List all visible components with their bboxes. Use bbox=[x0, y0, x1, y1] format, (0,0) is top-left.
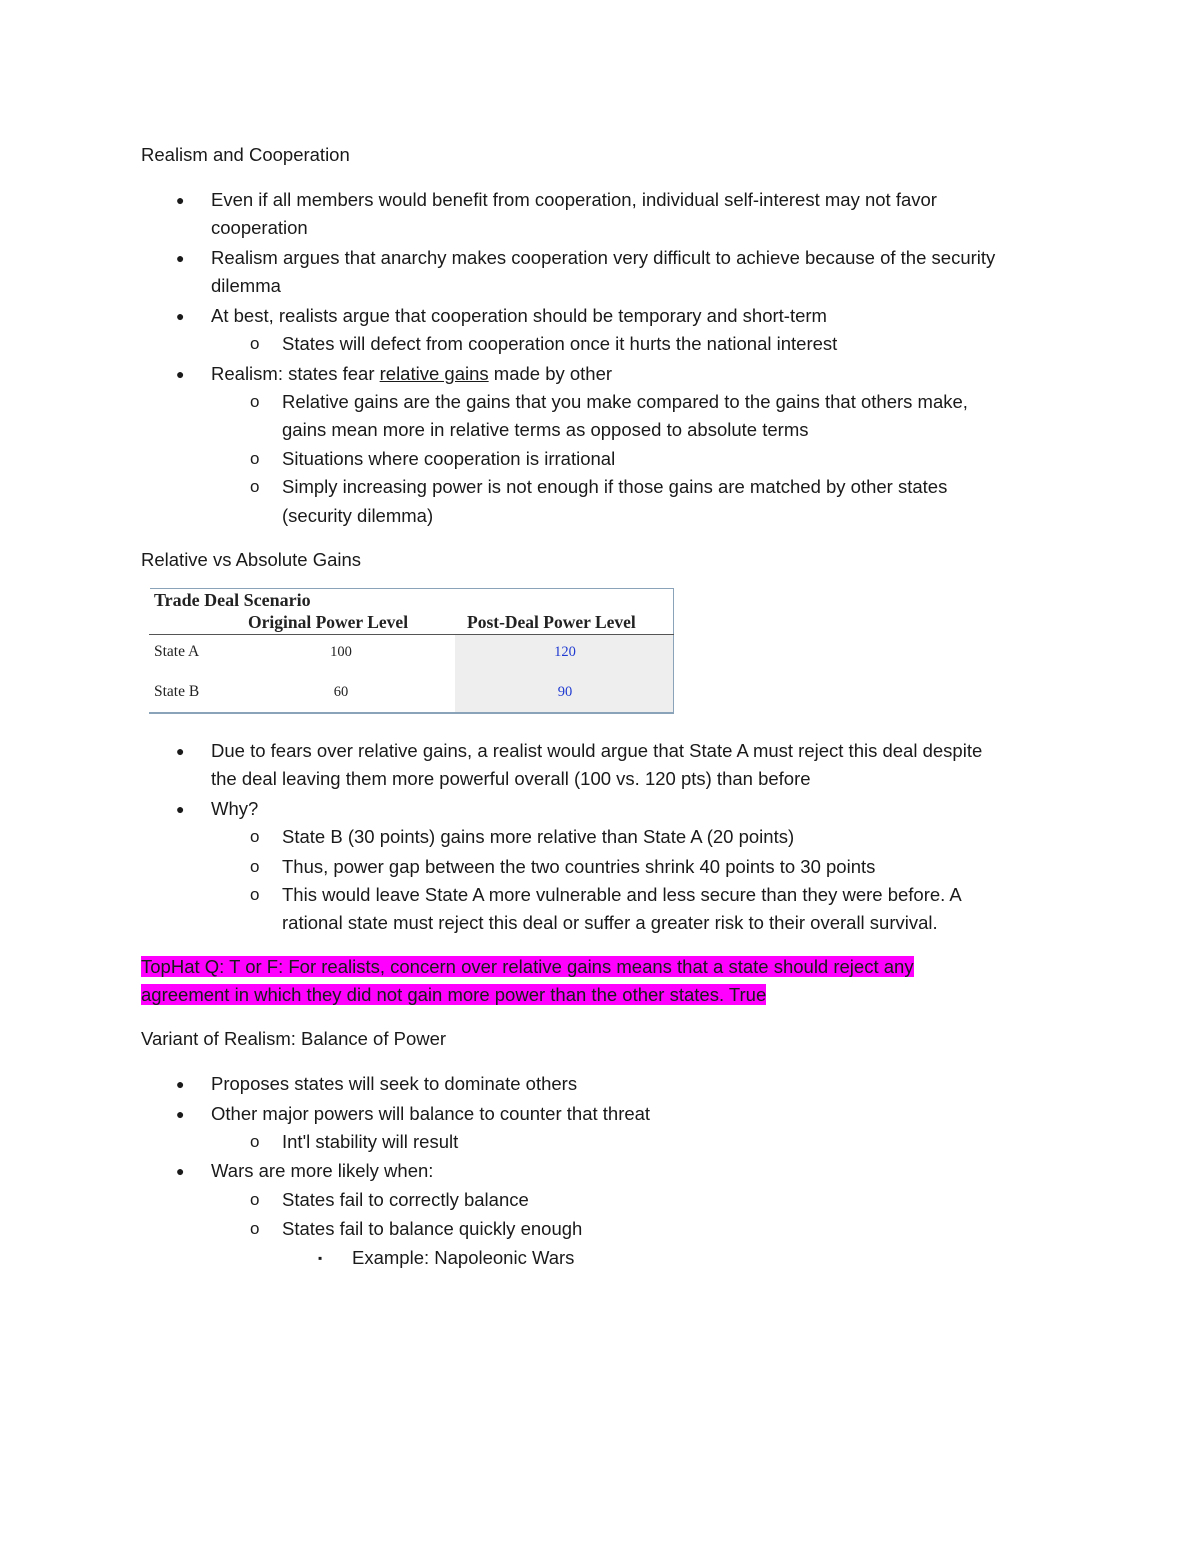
bullet-marker: ● bbox=[176, 308, 185, 324]
sub-bullet-marker: o bbox=[250, 1190, 260, 1209]
sub-bullet-marker: o bbox=[250, 857, 260, 876]
sub-bullet-marker: o bbox=[250, 885, 260, 904]
row-label-state-b: State B bbox=[154, 683, 200, 700]
column-header-original: Original Power Level bbox=[248, 612, 409, 632]
row-label-state-a: State A bbox=[154, 643, 200, 660]
table-title: Trade Deal Scenario bbox=[154, 590, 311, 610]
bullet-text: At best, realists argue that cooperation should be temporary and short-term bbox=[211, 305, 827, 326]
bullet-marker: ● bbox=[176, 743, 185, 759]
table-header-divider bbox=[149, 634, 674, 635]
section-heading-relative-absolute-gains: Relative vs Absolute Gains bbox=[141, 549, 362, 570]
bullet-text-suffix: made by other bbox=[488, 363, 613, 384]
bullet-marker: ● bbox=[176, 192, 185, 208]
sub-bullet-marker: o bbox=[250, 827, 260, 846]
sub-bullet-text: This would leave State A more vulnerable and less secure than they were before. A bbox=[282, 884, 962, 905]
bullet-marker: ● bbox=[176, 366, 185, 382]
bullet-text: Realism argues that anarchy makes cooperation very difficult to achieve because of the security bbox=[211, 247, 996, 268]
bullet-text-relative-gains bbox=[211, 360, 612, 388]
bullet-text: Proposes states will seek to dominate others bbox=[211, 1073, 578, 1094]
highlighted-text: agreement in which they did not gain more power than the other states. True bbox=[141, 984, 767, 1005]
tophat-question-line-1 bbox=[141, 953, 914, 981]
cell-original-state-b: 60 bbox=[333, 684, 349, 700]
sub-bullet-marker: o bbox=[250, 1219, 260, 1238]
bullet-text: Why? bbox=[211, 798, 259, 819]
bullet-marker: ● bbox=[176, 250, 185, 266]
sub-bullet-text: States fail to balance quickly enough bbox=[282, 1218, 583, 1239]
sub-bullet-text: Relative gains are the gains that you make compared to the gains that others make, bbox=[282, 391, 968, 412]
sub-bullet-marker: o bbox=[250, 1132, 260, 1151]
sub-bullet-marker: o bbox=[250, 449, 260, 468]
bullet-marker: ● bbox=[176, 1163, 185, 1179]
bullet-marker: ● bbox=[176, 1106, 185, 1122]
sub-bullet-text-continued: gains mean more in relative terms as opposed to absolute terms bbox=[282, 419, 809, 440]
sub-bullet-text: Simply increasing power is not enough if those gains are matched by other states bbox=[282, 476, 948, 497]
bullet-text: Due to fears over relative gains, a realist would argue that State A must reject this deal despite bbox=[211, 740, 983, 761]
section-heading-realism-cooperation: Realism and Cooperation bbox=[141, 144, 350, 165]
bullet-text-continued: the deal leaving them more powerful overall (100 vs. 120 pts) than before bbox=[211, 768, 811, 789]
section-heading-balance-of-power: Variant of Realism: Balance of Power bbox=[141, 1028, 447, 1049]
sub-bullet-marker: o bbox=[250, 392, 260, 411]
sub-bullet-marker: o bbox=[250, 334, 260, 353]
bullet-marker: ● bbox=[176, 801, 185, 817]
sub-bullet-text-continued: rational state must reject this deal or suffer a greater risk to their overall survival. bbox=[282, 912, 938, 933]
column-header-post-deal: Post-Deal Power Level bbox=[467, 612, 636, 632]
bullet-text: Even if all members would benefit from cooperation, individual self-interest may not favor bbox=[211, 189, 937, 210]
trade-deal-table bbox=[149, 588, 674, 714]
bullet-text-prefix: Realism: states fear bbox=[211, 363, 380, 384]
sub-bullet-text-continued: (security dilemma) bbox=[282, 505, 434, 526]
highlighted-text: TopHat Q: T or F: For realists, concern over relative gains means that a state should reject any bbox=[141, 956, 914, 977]
bullet-text-continued: cooperation bbox=[211, 217, 308, 238]
sub-bullet-text: State B (30 points) gains more relative than State A (20 points) bbox=[282, 826, 795, 847]
sub-bullet-text: Thus, power gap between the two countries shrink 40 points to 30 points bbox=[282, 856, 876, 877]
tophat-question-line-2 bbox=[141, 981, 766, 1009]
bullet-text: Other major powers will balance to counter that threat bbox=[211, 1103, 651, 1124]
sub-bullet-text: Situations where cooperation is irrational bbox=[282, 448, 616, 469]
sub-bullet-text: States fail to correctly balance bbox=[282, 1189, 529, 1210]
sub-bullet-text: States will defect from cooperation once it hurts the national interest bbox=[282, 333, 838, 354]
underlined-term-relative-gains: relative gains bbox=[379, 363, 489, 384]
bullet-marker: ● bbox=[176, 1076, 185, 1092]
cell-original-state-a: 100 bbox=[330, 644, 352, 660]
bullet-text-continued: dilemma bbox=[211, 275, 281, 296]
cell-post-deal-state-b: 90 bbox=[557, 684, 573, 700]
table-right-border bbox=[673, 588, 674, 712]
square-bullet-marker: ▪ bbox=[318, 1251, 323, 1265]
sub-bullet-marker: o bbox=[250, 477, 260, 496]
sub-bullet-text: Int'l stability will result bbox=[282, 1131, 459, 1152]
sub-sub-bullet-text: Example: Napoleonic Wars bbox=[352, 1247, 575, 1268]
bullet-text: Wars are more likely when: bbox=[211, 1160, 434, 1181]
cell-post-deal-state-a: 120 bbox=[554, 644, 576, 660]
